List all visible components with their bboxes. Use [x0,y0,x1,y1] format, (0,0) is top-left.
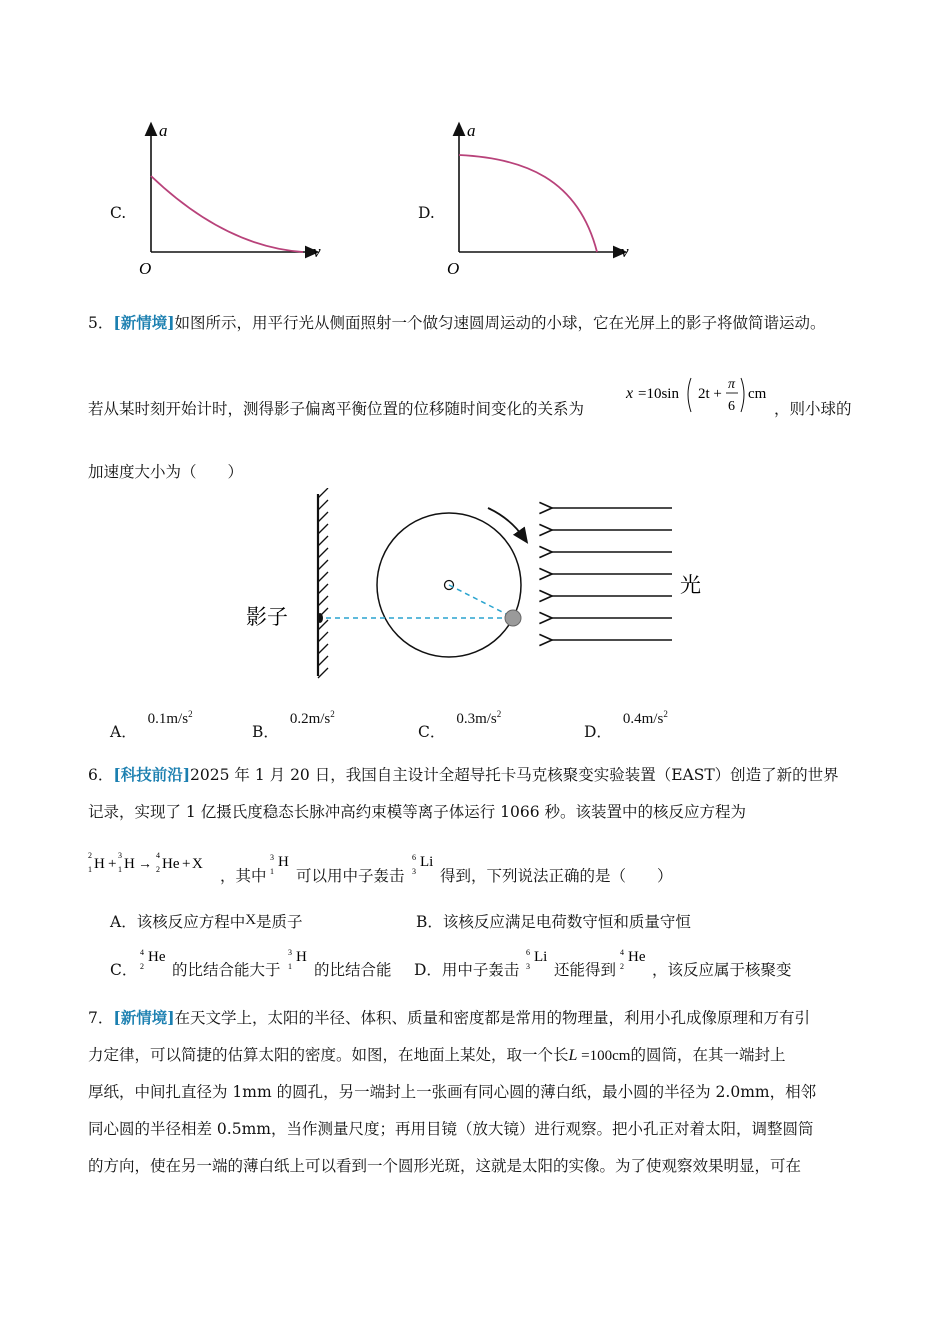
option-text: B．该核反应满足电荷数守恒和质量守恒 [416,913,691,931]
q6-option-c-end [314,960,392,980]
q7-line3 [88,1082,816,1102]
helium-symbol [138,943,172,977]
option-text: A．该核反应方程中 [110,913,246,931]
option-value: 0.2m/s [289,711,331,727]
q7-text: 在天文学上，太阳的半径、体积、质量和密度都是常用的物理量，利用小孔成像原理和万有引 [174,1009,811,1027]
svg-text:H: H [278,854,289,870]
curve-d [459,155,597,252]
q6-text: 可以用中子轰击 [296,867,405,885]
option-text: 的比结合能 [314,961,392,979]
svg-text:H: H [94,856,105,872]
light-label: 光 [680,573,701,597]
svg-text:1: 1 [270,867,274,876]
question-number: 6． [88,766,114,784]
option-text: 的比结合能大于 [172,961,281,979]
svg-text:H: H [296,949,307,965]
svg-text:3: 3 [270,853,274,862]
question-tag: [新情境] [113,1008,175,1027]
svg-text:He: He [162,856,180,872]
q6-text: 2025 年 1 月 20 日，我国自主设计全超导托卡马克核聚变实验装置（EAST）创造了新的世界 [190,766,839,784]
q6-option-a[interactable] [110,912,303,933]
length-symbol: L [568,1047,578,1064]
graph-d [443,118,643,278]
q7-text: 的方向，使在另一端的薄白纸上可以看到一个圆形光斑，这就是太阳的实像。为了使观察效果明显，可在 [88,1157,802,1175]
svg-text:2: 2 [88,851,92,860]
svg-text:2: 2 [140,962,144,971]
option-label: A． [110,723,137,741]
displacement-formula [624,370,774,420]
helium-symbol [618,943,652,977]
formula-eq: =10sin [638,386,679,402]
option-sup: 2 [330,709,335,719]
option-text: D．用中子轰击 [414,961,520,979]
svg-text:He: He [628,949,646,965]
svg-text:4: 4 [140,948,144,957]
q6-line2 [88,802,746,822]
q5-text: ，则小球的 [774,400,852,418]
option-label: C． [110,961,138,979]
svg-text:He: He [148,949,166,965]
rotation-arrow [488,508,524,538]
svg-text:1: 1 [118,865,122,874]
q7-text: 同心圆的半径相差 0.5mm，当作测量尺度；再用目镜（放大镜）进行观察。把小孔正对着太阳，调整圆筒 [88,1120,814,1138]
svg-text:2: 2 [620,962,624,971]
shadow-label: 影子 [246,605,288,629]
svg-text:2: 2 [156,865,160,874]
option-text: 是质子 [256,913,303,931]
option-label: C． [418,723,446,741]
option-c-label: C. [110,204,127,222]
q6-eq-text1 [220,866,267,886]
svg-text:3: 3 [288,948,292,957]
option-d-label: D. [418,204,435,222]
svg-text:1: 1 [88,865,92,874]
question-tag: [新情境] [113,313,175,332]
radius-line [449,585,512,617]
svg-text:Li: Li [534,949,548,965]
q5-option-b[interactable] [252,709,335,743]
svg-text:4: 4 [620,948,624,957]
option-value: 0.3m/s [456,711,497,727]
q5-line3 [88,462,243,482]
formula-unit: cm [748,386,767,402]
q7-text: 力定律，可以简捷的估算太阳的密度。如图，在地面上某处，取一个长 [88,1046,569,1064]
q5-text: 若从某时刻开始计时，测得影子偏离平衡位置的位移随时间变化的关系为 [88,400,585,418]
q6-text: 记录，实现了 1 亿摄氏度稳态长脉冲高约束模等离子体运行 1066 秒。该装置中的核反应方程为 [88,803,747,821]
option-x: X [245,912,257,928]
lithium-symbol [524,943,554,977]
option-sup: 2 [188,709,193,719]
q6-eq-text3 [440,866,673,886]
option-sup: 2 [663,709,668,719]
q6-option-d-end [652,960,792,980]
q5-text: 如图所示，用平行光从侧面照射一个做匀速圆周运动的小球，它在光屏上的影子将做简谐运动。 [174,314,826,332]
option-label: D． [584,723,612,741]
q6-option-c-mid [172,960,281,980]
q6-option-c[interactable] [110,960,137,980]
axis-y-label: a [159,121,168,140]
svg-text:H: H [124,856,135,872]
svg-text:3: 3 [412,867,416,876]
q6-line1 [88,765,839,785]
graph-c [135,118,335,278]
svg-text:3: 3 [118,851,122,860]
option-text: ，该反应属于核聚变 [652,961,792,979]
length-value: =100cm [577,1048,631,1064]
origin-label: O [139,259,152,278]
option-value: 0.1m/s [147,711,189,727]
question-number: 5． [88,314,114,332]
formula-2t: 2t + [698,386,722,402]
q5-line1 [88,313,826,333]
svg-text:+: + [182,856,191,872]
svg-text:Li: Li [420,854,434,870]
svg-text:6: 6 [412,853,416,862]
svg-text:4: 4 [156,851,160,860]
ball [505,610,521,626]
q5-option-c[interactable] [418,709,502,743]
option-label: B． [252,723,279,741]
question-number: 7． [88,1009,114,1027]
formula-x: x [626,385,634,402]
axis-x-label: v [313,242,321,261]
svg-text:+: + [108,856,117,872]
q7-line4 [88,1119,813,1139]
q6-option-d[interactable] [414,960,519,980]
svg-text:→: → [138,857,152,872]
circular-motion-diagram [240,488,720,688]
option-value: 0.4m/s [622,711,664,727]
q6-text: ，其中 [220,867,267,885]
q7-line5 [88,1156,801,1176]
tritium-symbol [268,848,296,882]
q6-option-d-mid [554,960,616,980]
curve-c [151,176,303,252]
q7-text: 的圆筒，在其一端封上 [630,1046,786,1064]
svg-text:6: 6 [526,948,530,957]
axis-x-label: v [621,242,629,261]
question-tag: [科技前沿] [113,765,191,784]
q5-option-d[interactable] [584,709,668,743]
q5-option-a[interactable] [110,709,193,743]
q5-formula [624,370,774,420]
q5-line2-after [774,399,852,419]
light-rays [552,508,672,640]
fusion-equation [86,846,226,882]
q7-line2 [88,1045,785,1066]
tritium-symbol [286,943,314,977]
svg-text:3: 3 [526,962,530,971]
q5-line2-before [88,399,584,419]
option-sup: 2 [496,709,502,719]
axis-y-label: a [467,121,476,140]
svg-text:1: 1 [288,962,292,971]
shadow-dot [317,613,323,623]
q6-option-b[interactable] [416,912,691,932]
q7-line1 [88,1008,810,1028]
formula-6: 6 [728,399,735,414]
q7-text: 厚纸，中间扎直径为 1mm 的圆孔，另一端封上一张画有同心圆的薄白纸，最小圆的半径为 2.0mm，相邻 [88,1083,817,1101]
q6-eq-text2 [296,866,405,886]
q6-text: 得到，下列说法正确的是（ ） [440,867,673,885]
q5-text: 加速度大小为（ ） [88,463,244,481]
option-text: 还能得到 [554,961,617,979]
origin-label: O [447,259,460,278]
svg-text:X: X [192,856,203,872]
lithium-symbol [410,848,440,882]
screen-hatch [318,488,328,678]
formula-pi: π [728,377,736,392]
